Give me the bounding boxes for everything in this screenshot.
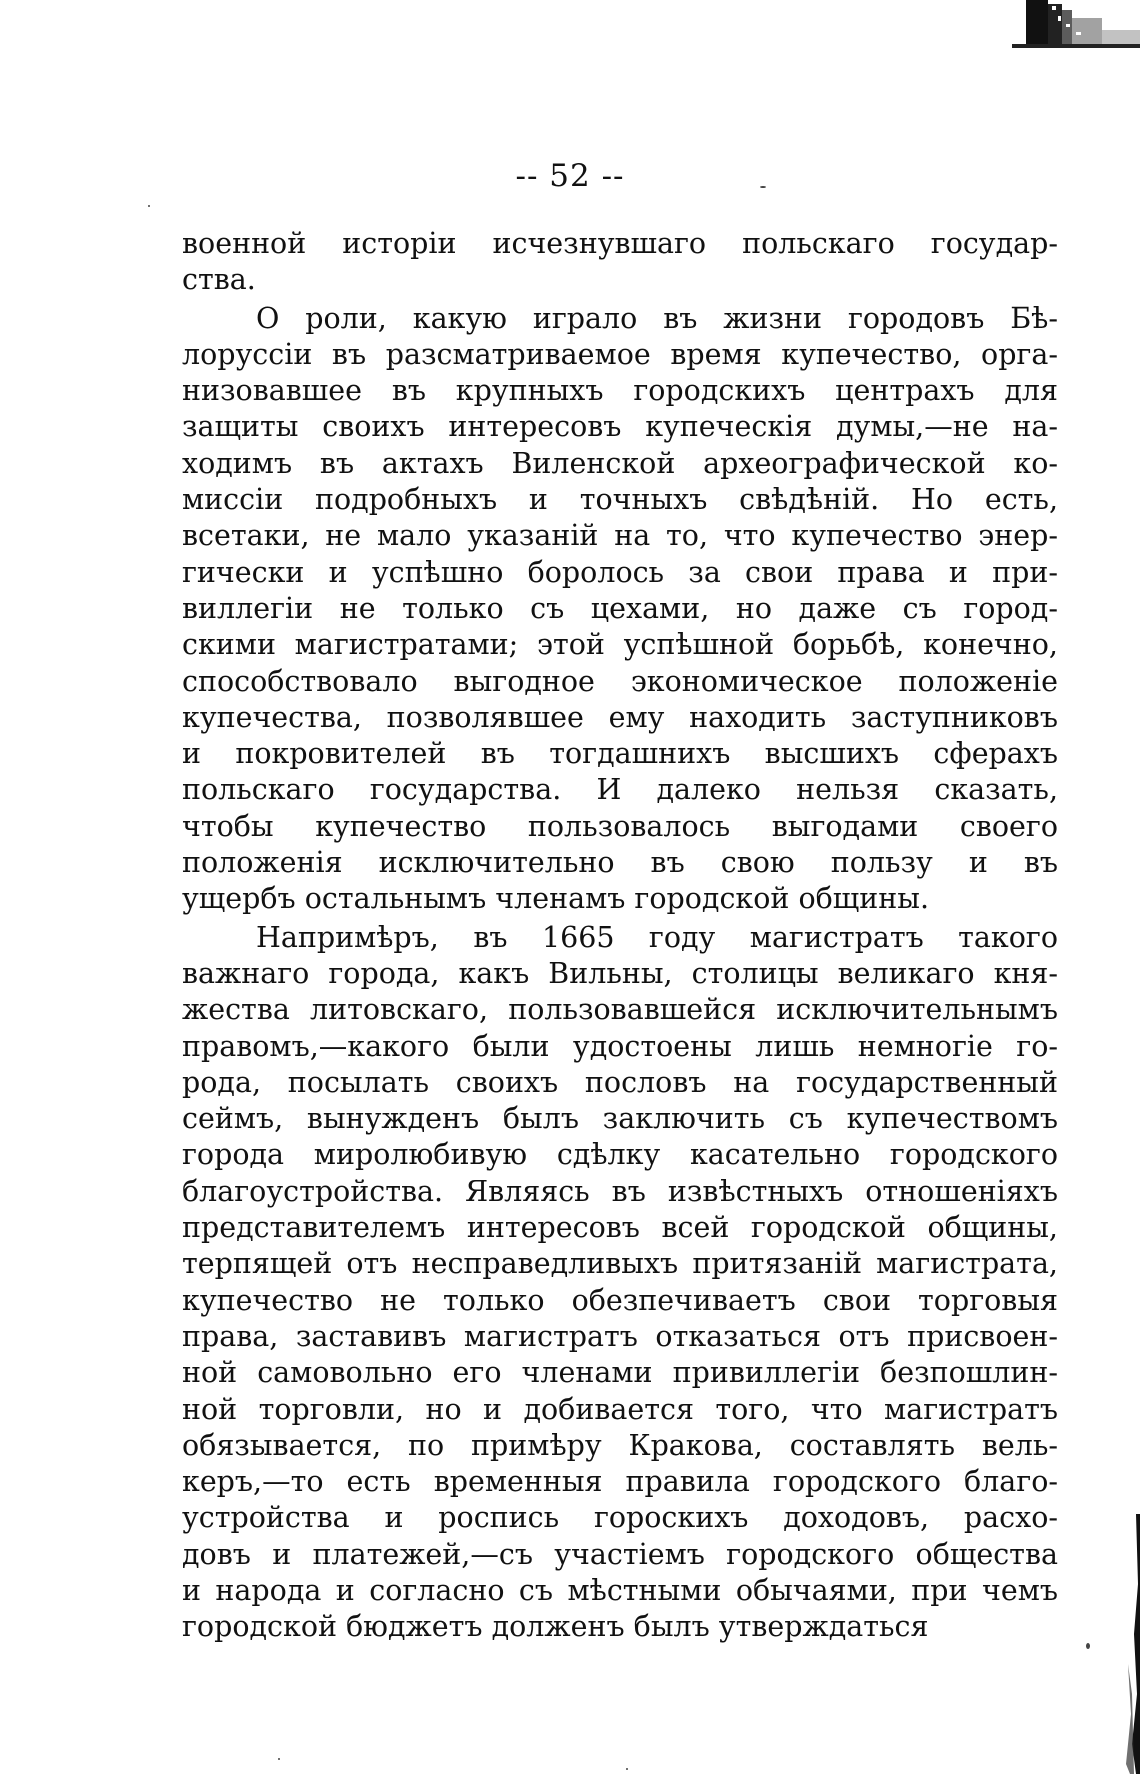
page-number: -- 52 -- (515, 158, 625, 194)
text-line: купечества, позволявшее ему находить заступниковъ (182, 700, 1058, 734)
text-line: виллегіи не только съ цехами, но даже съ город- (182, 591, 1058, 625)
text-line: скими магистратами; этой успѣшной борьбѣ, конечно, (182, 628, 1058, 662)
text-line: способствовало выгодное экономическое положеніе (182, 664, 1058, 698)
text-line: городской бюджетъ долженъ былъ утверждаться (182, 1610, 929, 1644)
text-line: гически и успѣшно боролось за свои права и при- (182, 555, 1058, 589)
text-line: О роли, какую играло въ жизни городовъ Бѣ- (256, 301, 1058, 335)
text-line: защиты своихъ интересовъ купеческія думы,—не на- (182, 410, 1058, 444)
text-line: и народа и согласно съ мѣстными обычаями, при чемъ (182, 1573, 1058, 1607)
paragraph (182, 920, 1058, 1646)
paragraph (182, 301, 1058, 918)
text-line: правомъ,—какого были удостоены лишь немногіе го- (182, 1029, 1058, 1063)
text-line: польскаго государства. И далеко нельзя сказать, (182, 773, 1058, 807)
text-line: ходимъ въ актахъ Виленской археографической ко- (182, 446, 1058, 480)
text-line: сеймъ, вынужденъ былъ заключить съ купечествомъ (182, 1102, 1058, 1136)
text-line: обязывается, по примѣру Кракова, составлять вель- (182, 1428, 1058, 1462)
scan-speck (626, 1768, 628, 1770)
text-line: ства. (182, 263, 256, 297)
text-line: города миролюбивую сдѣлку касательно городского (182, 1138, 1058, 1172)
text-line: военной исторіи исчезнувшаго польскаго государ- (182, 227, 1058, 260)
text-line: ной торговли, но и добивается того, что магистратъ (182, 1392, 1058, 1426)
paragraph (182, 226, 1058, 299)
text-line: керъ,—то есть временныя правила городского благо- (182, 1465, 1058, 1499)
text-line: купечество не только обезпечиваетъ свои торговыя (182, 1283, 1058, 1317)
text-line: рода, посылать своихъ пословъ на государственный (182, 1065, 1058, 1099)
scan-speck (148, 205, 150, 207)
text-line: благоустройства. Являясь въ извѣстныхъ отношеніяхъ (182, 1174, 1058, 1208)
text-line: чтобы купечество пользовалось выгодами своего (182, 809, 1058, 843)
text-line: низовавшее въ крупныхъ городскихъ центрахъ для (182, 374, 1058, 408)
text-line: лоруссіи въ разсматриваемое время купечество, орга- (182, 337, 1058, 371)
text-line: миссіи подробныхъ и точныхъ свѣдѣній. Но есть, (182, 483, 1058, 517)
body-text (182, 226, 1058, 1646)
text-line: представителемъ интересовъ всей городской общины, (182, 1211, 1058, 1245)
text-line: важнаго города, какъ Вильны, столицы великаго кня- (182, 956, 1058, 990)
scan-speck (278, 1758, 280, 1760)
scan-speck (1086, 1643, 1090, 1649)
scan-corner-mark (1012, 0, 1140, 56)
text-line: положенія исключительно въ свою пользу и въ (182, 846, 1058, 880)
text-line: довъ и платежей,—съ участіемъ городского общества (182, 1537, 1058, 1571)
text-line: права, заставивъ магистратъ отказаться отъ присвоен- (182, 1319, 1058, 1353)
scan-edge-shadow (1114, 1514, 1140, 1774)
text-line: Напримѣръ, въ 1665 году магистратъ такого (256, 920, 1058, 954)
text-line: ущербъ остальнымъ членамъ городской общины. (182, 882, 929, 916)
text-line: устройства и роспись гороскихъ доходовъ, расхо- (182, 1501, 1058, 1535)
text-line: ной самовольно его членами привиллегіи безпошлин- (182, 1356, 1058, 1390)
text-line: терпящей отъ несправедливыхъ притязаній магистрата, (182, 1247, 1058, 1281)
text-line: всетаки, не мало указаній на то, что купечество энер- (182, 519, 1058, 553)
text-line: жества литовскаго, пользовавшейся исключительнымъ (182, 993, 1058, 1027)
text-line: и покровителей въ тогдашнихъ высшихъ сферахъ (182, 737, 1058, 771)
